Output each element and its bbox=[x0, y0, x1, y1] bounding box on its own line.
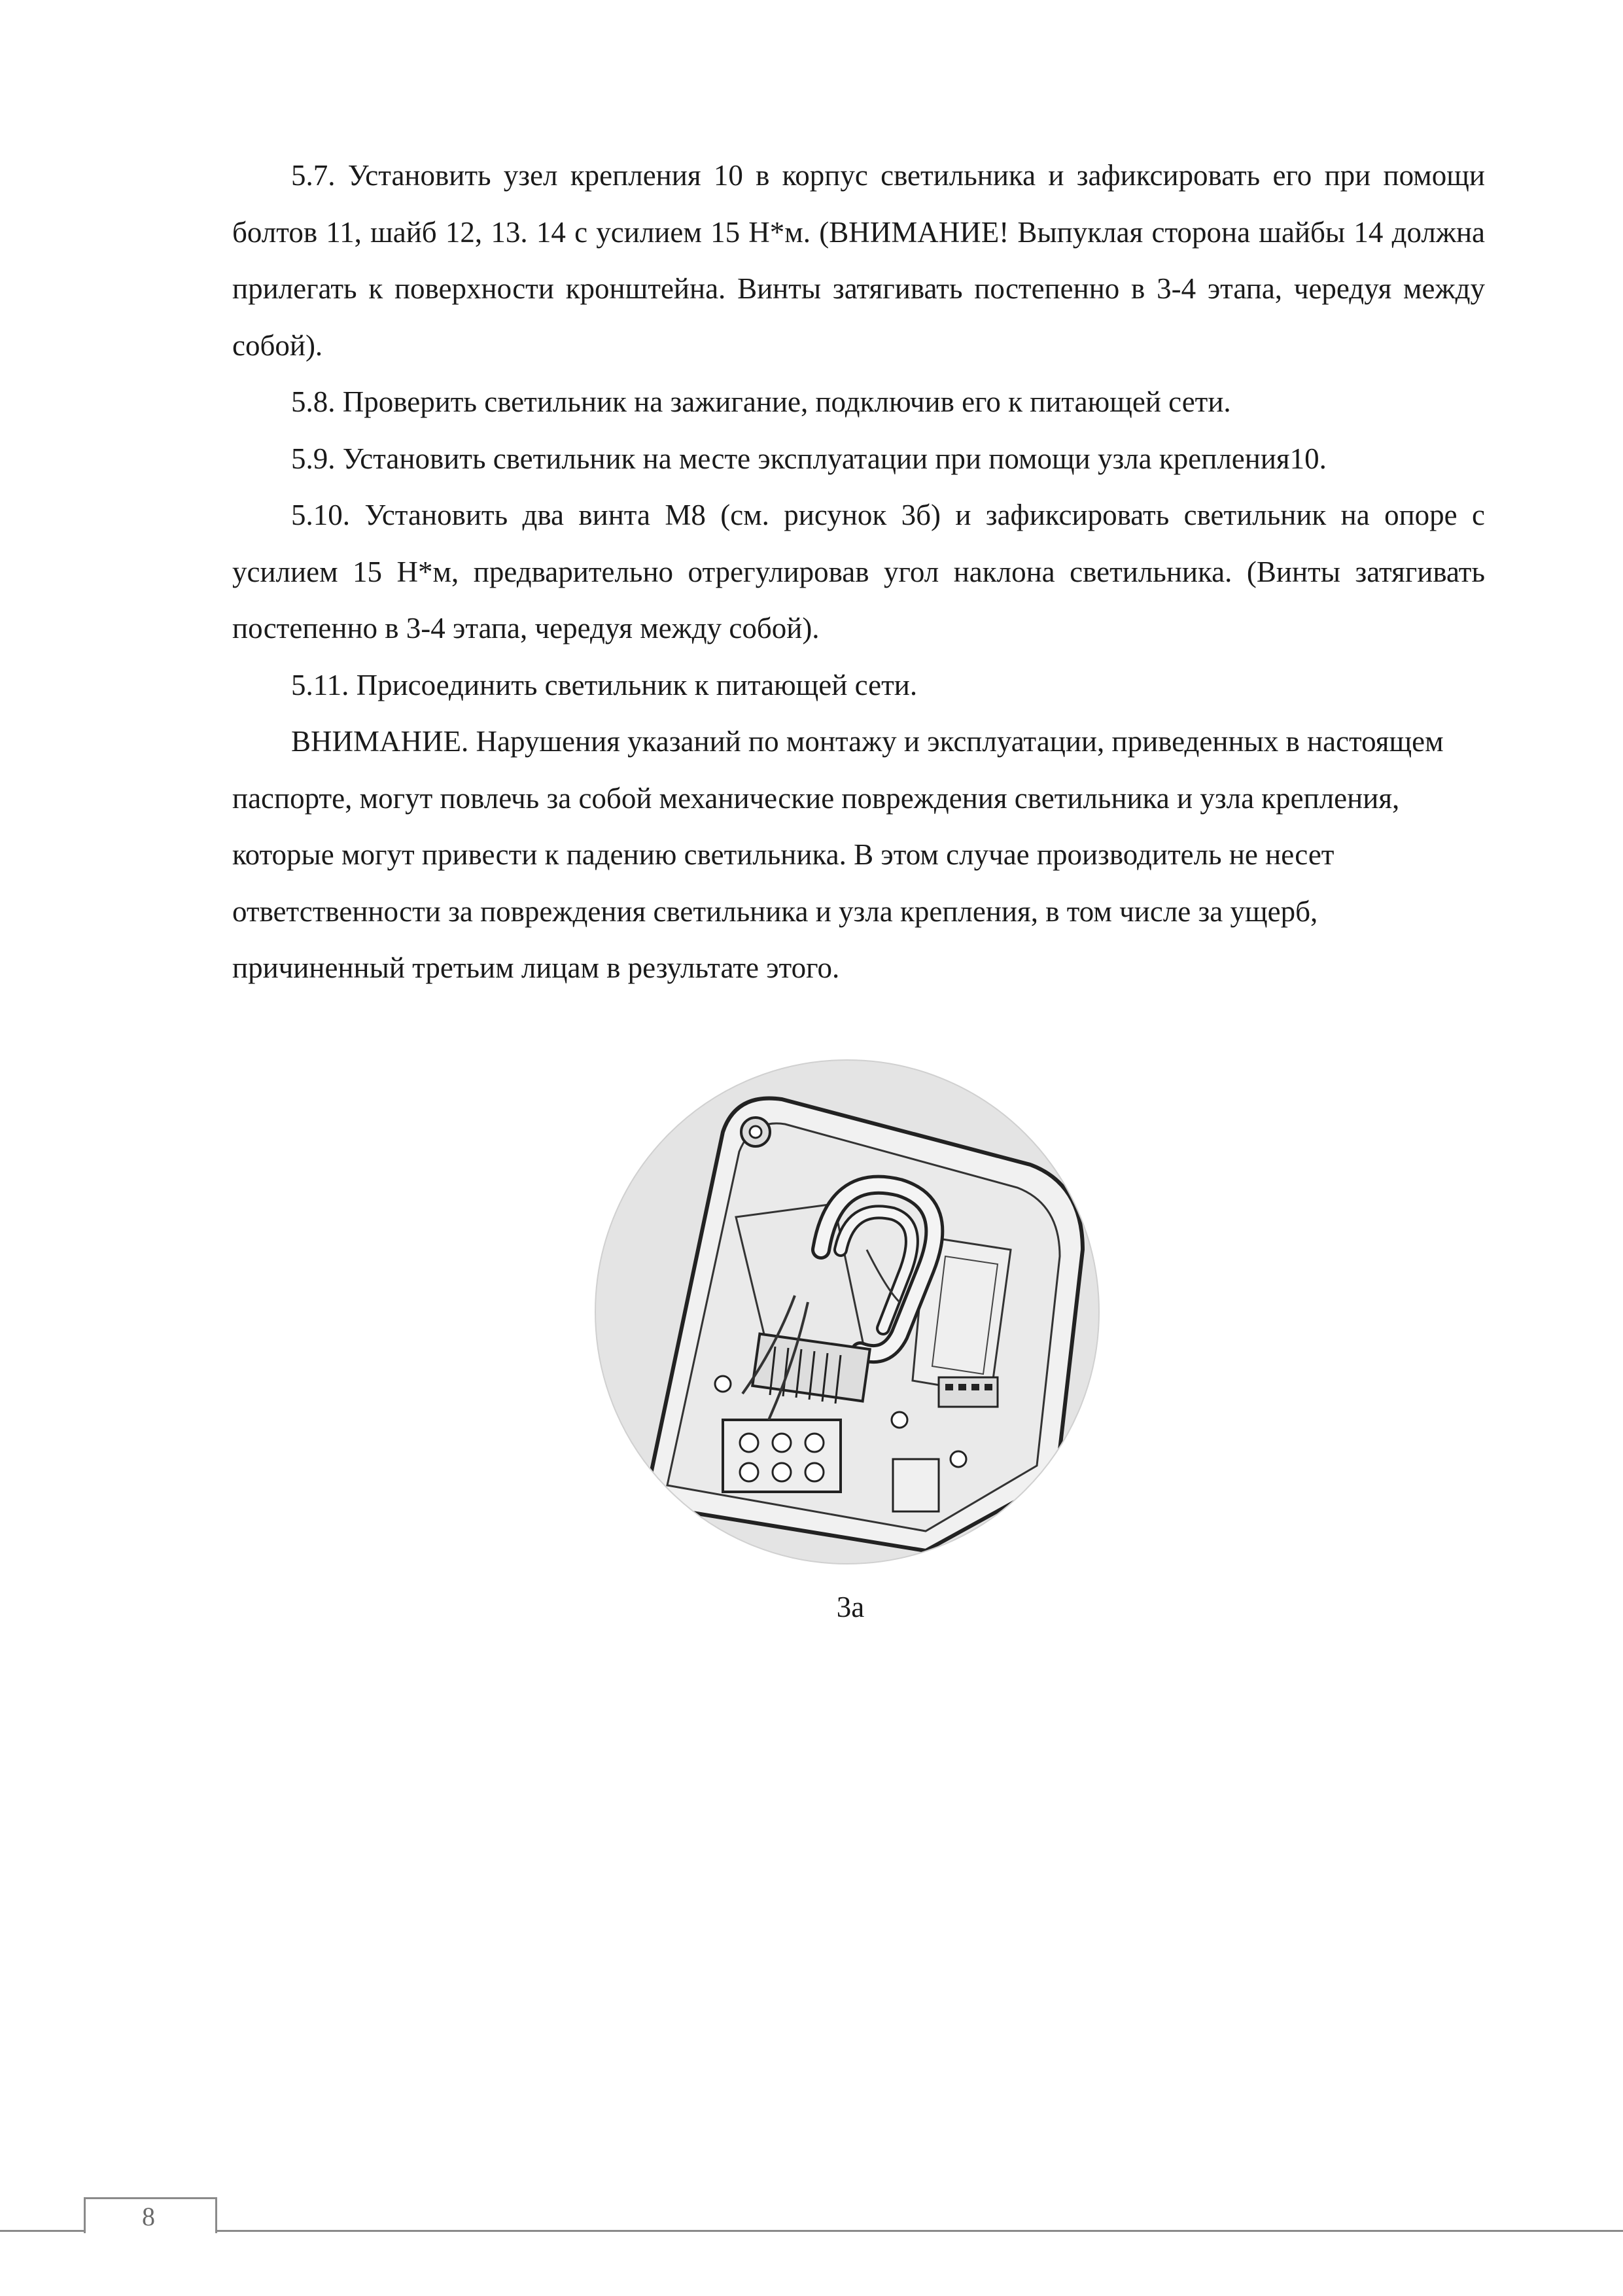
paragraph-5-7: 5.7. Установить узел крепления 10 в корпус светильника и зафиксировать его при помощи болтов 11, шайб 12, 13. 14 с усилием 15 Н*м. (ВНИМАНИЕ! Выпуклая сторона шайбы 14 должна прилегать к поверхности кронштейна. Винты затягивать постепенно в 3-4 этапа, чередуя между собой). bbox=[232, 159, 1485, 362]
luminaire-figure bbox=[559, 1053, 1135, 1570]
instructions-text bbox=[232, 147, 1485, 997]
paragraph-5-9: 5.9. Установить светильник на месте эксплуатации при помощи узла крепления10. bbox=[291, 442, 1327, 475]
warning-paragraph: ВНИМАНИЕ. Нарушения указаний по монтажу и эксплуатации, приведенных в настоящем паспорте, могут повлечь за собой механические повреждения светильника и узла крепления, которые могут привести к падению светильника. В этом случае производитель не несет ответственности за повреждения светильника и узла крепления, в том числе за ущерб, причиненный третьим лицам в результате этого. bbox=[232, 725, 1444, 984]
luminaire-illustration bbox=[559, 1053, 1135, 1570]
footer-rule bbox=[0, 2230, 1623, 2232]
page-number: 8 bbox=[142, 2202, 155, 2231]
paragraph-5-10: 5.10. Установить два винта М8 (см. рисунок 3б) и зафиксировать светильник на опоре с усилием 15 Н*м, предварительно отрегулировав угол наклона светильника. (Винты затягивать постепенно в 3-4 этапа, чередуя между собой). bbox=[232, 499, 1485, 645]
paragraph-5-11: 5.11. Присоединить светильник к питающей сети. bbox=[291, 668, 918, 701]
luminaire-drawing bbox=[559, 1053, 1135, 1570]
paragraph-5-8: 5.8. Проверить светильник на зажигание, подключив его к питающей сети. bbox=[291, 385, 1231, 418]
figure-caption: 3а bbox=[836, 1591, 865, 1623]
